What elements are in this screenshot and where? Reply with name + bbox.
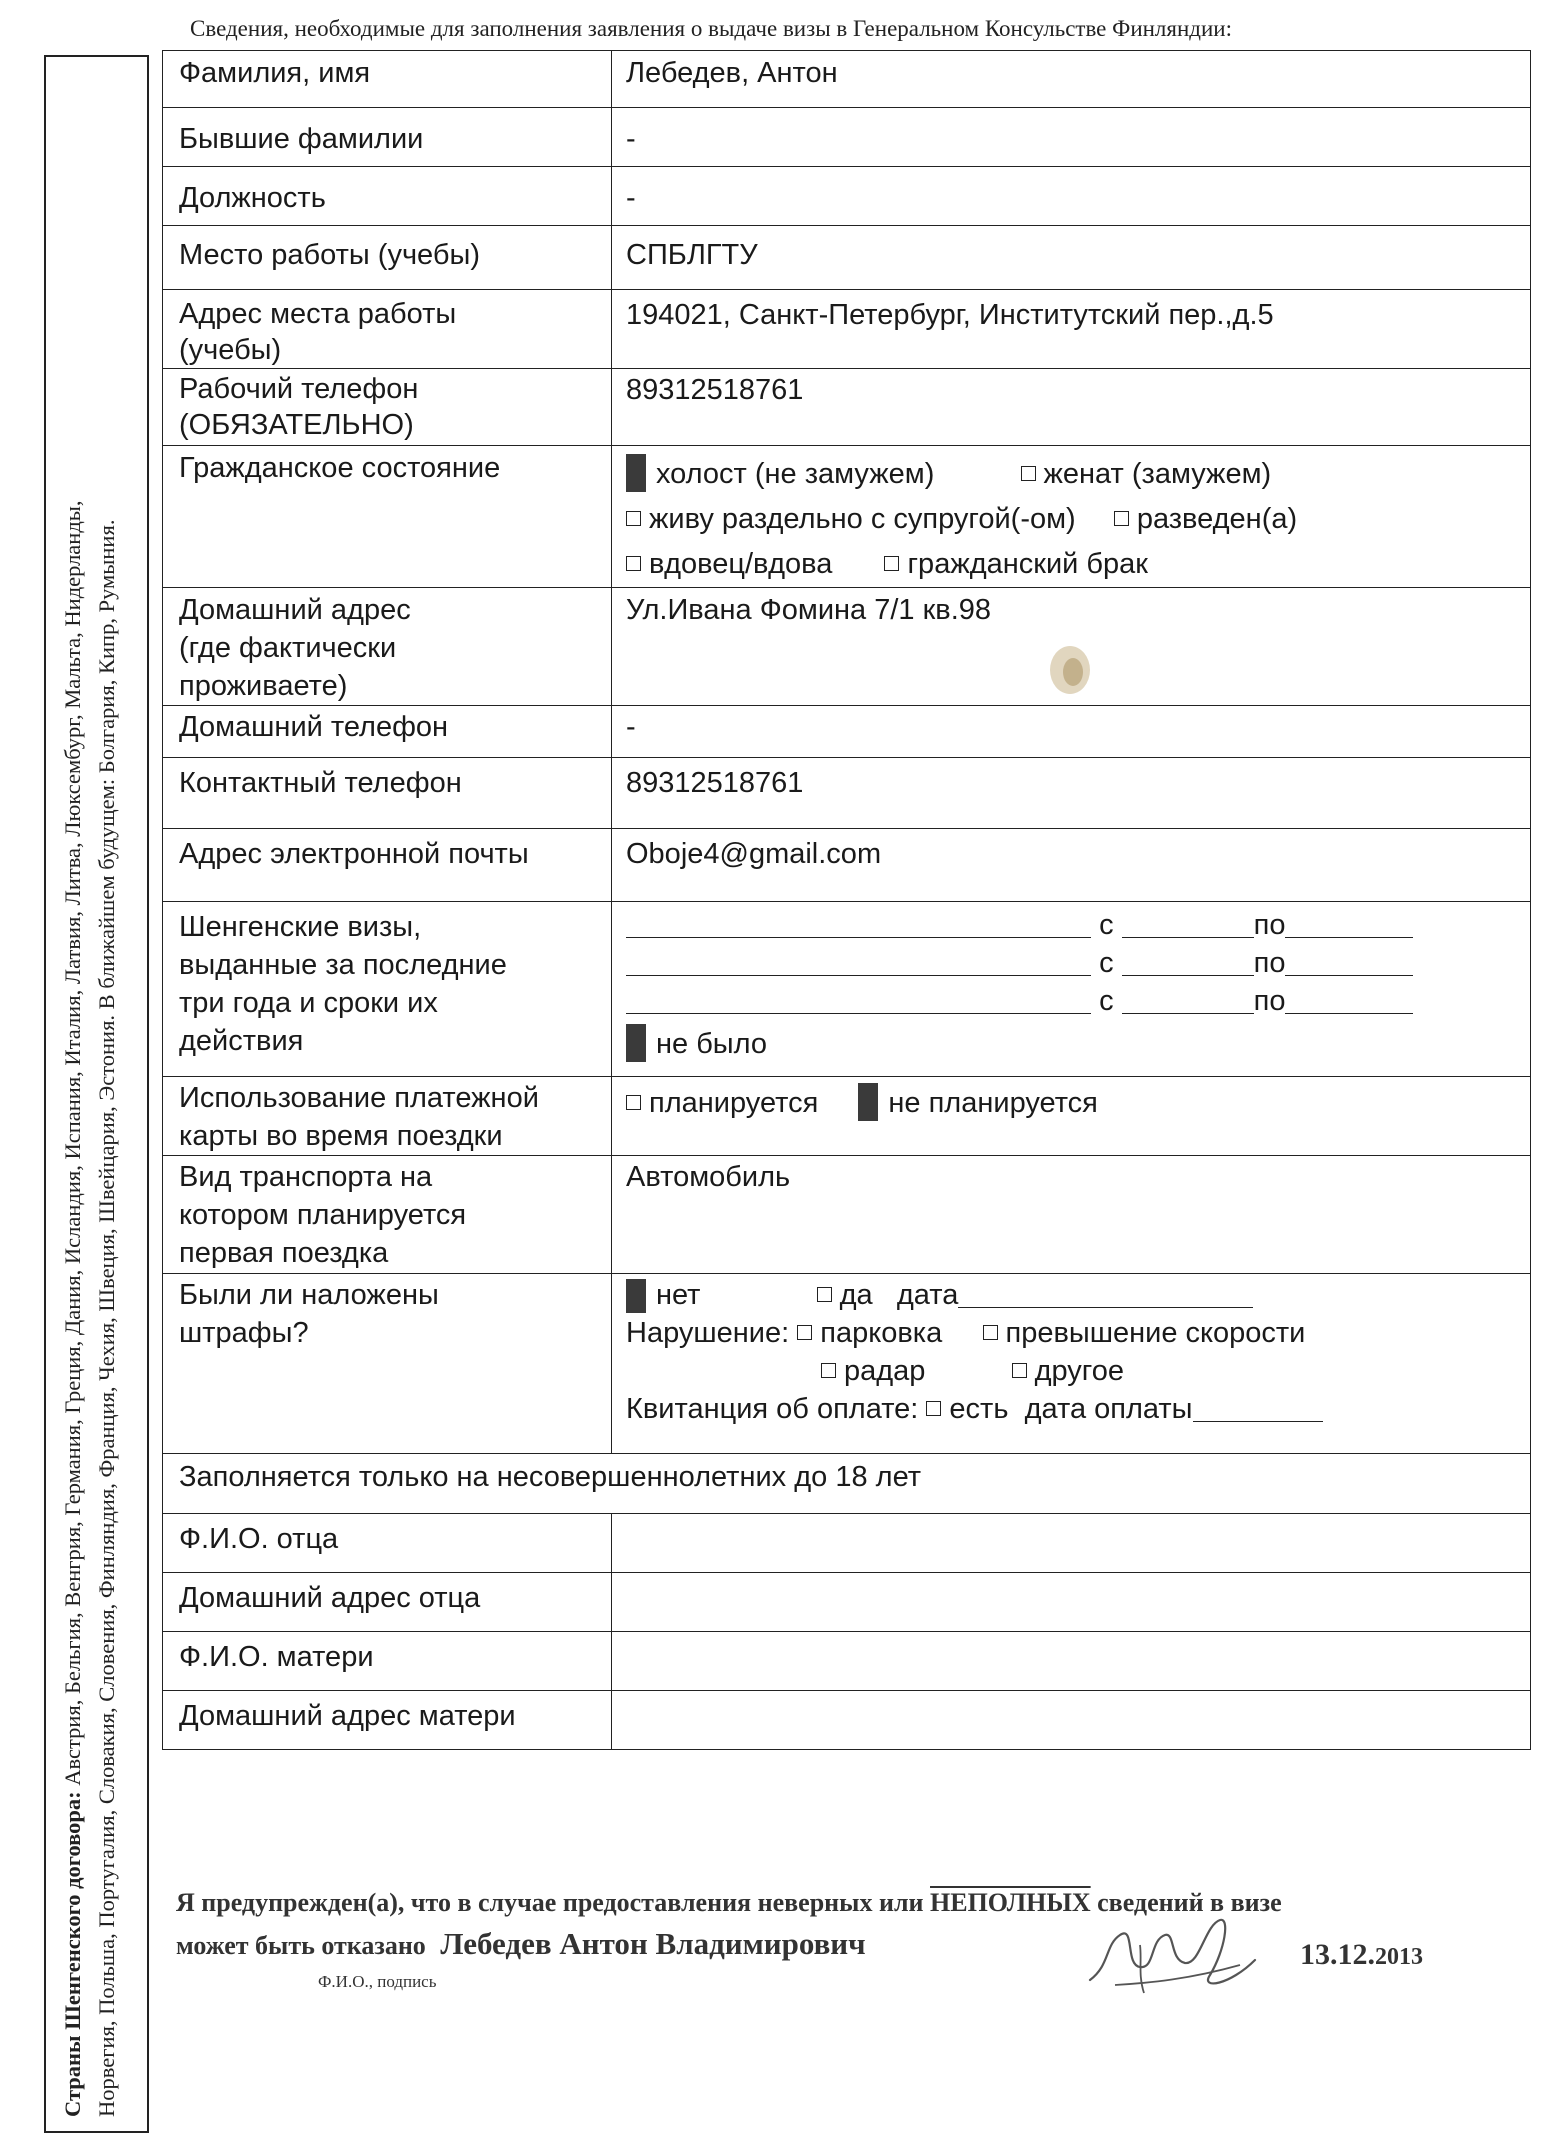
row-email bbox=[163, 829, 1531, 902]
value-position[interactable]: - bbox=[612, 167, 1531, 226]
fines-date-field[interactable] bbox=[958, 1279, 1253, 1308]
row-home-phone bbox=[163, 706, 1531, 758]
opt-single-label: холост (не замужем) bbox=[656, 458, 935, 490]
label-home-phone: Домашний телефон bbox=[163, 706, 612, 758]
violation-other-label: другое bbox=[1034, 1355, 1124, 1387]
handwritten-signature-icon bbox=[1080, 1905, 1280, 2015]
label-work-address-1: Адрес места работы bbox=[179, 298, 457, 330]
sidebar-line3: В ближайшем будущем: Болгария, Кипр, Румыния. bbox=[94, 519, 119, 1010]
visa-3-field[interactable] bbox=[626, 985, 1091, 1014]
fines-no-option[interactable] bbox=[626, 1279, 700, 1311]
visa-1-to-label: по bbox=[1253, 909, 1286, 941]
checkbox-icon bbox=[1114, 511, 1129, 526]
label-work-phone bbox=[163, 369, 612, 446]
checkbox-icon bbox=[821, 1363, 836, 1378]
row-father-address bbox=[163, 1573, 1531, 1632]
label-work-address-2: (учебы) bbox=[179, 334, 282, 366]
ink-smudge-icon bbox=[1040, 640, 1100, 700]
civil-status-separated[interactable] bbox=[626, 503, 1076, 535]
label-name: Фамилия, имя bbox=[163, 51, 612, 108]
warning-line1a: Я предупрежден(а), что в случае предоставления неверных или bbox=[176, 1888, 924, 1917]
receipt-has-option[interactable] bbox=[926, 1393, 1008, 1425]
label-fines-1: Были ли наложены bbox=[179, 1279, 439, 1311]
visa-1-field[interactable] bbox=[626, 909, 1091, 938]
label-transport-1: Вид транспорта на bbox=[179, 1161, 433, 1193]
fines-no-label: нет bbox=[656, 1279, 701, 1311]
checkbox-icon bbox=[626, 556, 641, 571]
row-mother-name bbox=[163, 1632, 1531, 1691]
signature-date-main: 13.12. bbox=[1300, 1938, 1375, 1971]
row-civil-status bbox=[163, 446, 1531, 588]
row-fines bbox=[163, 1274, 1531, 1454]
value-father-name[interactable] bbox=[612, 1514, 1531, 1573]
opt-married-label: женат (замужем) bbox=[1043, 458, 1272, 490]
row-work-address bbox=[163, 290, 1531, 369]
label-email: Адрес электронной почты bbox=[163, 829, 612, 902]
value-mother-name[interactable] bbox=[612, 1632, 1531, 1691]
civil-status-married[interactable] bbox=[1021, 458, 1272, 490]
civil-status-civil-marriage[interactable] bbox=[884, 548, 1148, 580]
visa-2-to-field[interactable] bbox=[1285, 947, 1413, 976]
fines-yes-label: да bbox=[839, 1279, 873, 1311]
violation-speeding-option[interactable] bbox=[983, 1317, 1306, 1349]
pay-date-field[interactable] bbox=[1193, 1393, 1323, 1422]
minors-note: Заполняется только на несовершеннолетних до 18 лет bbox=[163, 1454, 1531, 1514]
checkbox-icon bbox=[926, 1401, 941, 1416]
checkbox-icon bbox=[1021, 466, 1036, 481]
label-work-address bbox=[163, 290, 612, 369]
label-mother-name: Ф.И.О. матери bbox=[163, 1632, 612, 1691]
violation-parking-label: парковка bbox=[820, 1317, 943, 1349]
sidebar-title: Страны Шенгенского договора: bbox=[60, 1791, 85, 2117]
schengen-none-label: не было bbox=[656, 1028, 768, 1060]
label-position: Должность bbox=[163, 167, 612, 226]
value-workplace[interactable]: СПБЛГТУ bbox=[612, 226, 1531, 290]
checkbox-icon bbox=[983, 1325, 998, 1340]
card-not-planned-label: не планируется bbox=[888, 1087, 1098, 1119]
checkbox-icon bbox=[817, 1287, 832, 1302]
label-work-phone-1: Рабочий телефон bbox=[179, 373, 419, 405]
row-former-names bbox=[163, 108, 1531, 167]
label-schengen-2: выданные за последние bbox=[179, 949, 507, 981]
sidebar-text bbox=[50, 67, 150, 2127]
value-mother-address[interactable] bbox=[612, 1691, 1531, 1750]
card-not-planned-option[interactable] bbox=[858, 1087, 1097, 1119]
label-workplace: Место работы (учебы) bbox=[163, 226, 612, 290]
civil-status-divorced[interactable] bbox=[1114, 503, 1297, 535]
value-transport[interactable]: Автомобиль bbox=[612, 1156, 1531, 1274]
warning-line1c: сведений в визе bbox=[1097, 1888, 1282, 1917]
label-fines-2: штрафы? bbox=[179, 1317, 309, 1349]
checkbox-checked-icon bbox=[858, 1083, 878, 1121]
violation-radar-label: радар bbox=[844, 1355, 926, 1387]
row-mother-address bbox=[163, 1691, 1531, 1750]
fines-options bbox=[612, 1274, 1531, 1454]
label-mother-address: Домашний адрес матери bbox=[163, 1691, 612, 1750]
sidebar-line1: Австрия, Бельгия, Венгрия, Германия, Греция, Дания, Исландия, Испания, Италия, Латвия, Литва, Люксембург, Мальта, Нидерланды, bbox=[60, 500, 85, 1786]
label-schengen-3: три года и сроки их bbox=[179, 987, 438, 1019]
label-schengen bbox=[163, 902, 612, 1077]
row-contact-phone bbox=[163, 758, 1531, 829]
label-transport-2: котором планируется bbox=[179, 1199, 467, 1231]
value-name[interactable]: Лебедев, Антон bbox=[612, 51, 1531, 108]
value-home-phone[interactable]: - bbox=[612, 706, 1531, 758]
civil-status-widowed[interactable] bbox=[626, 548, 832, 580]
opt-civil-label: гражданский брак bbox=[907, 548, 1148, 580]
card-options bbox=[612, 1077, 1531, 1156]
label-schengen-4: действия bbox=[179, 1025, 304, 1057]
label-father-name: Ф.И.О. отца bbox=[163, 1514, 612, 1573]
visa-1-from-label: с bbox=[1099, 909, 1114, 941]
signer-full-name[interactable]: Лебедев Антон Владимирович bbox=[440, 1926, 866, 1961]
label-work-phone-2: (ОБЯЗАТЕЛЬНО) bbox=[179, 409, 414, 441]
violation-other-option[interactable] bbox=[1012, 1355, 1124, 1387]
opt-divorced-label: разведен(а) bbox=[1136, 503, 1298, 535]
row-father-name bbox=[163, 1514, 1531, 1573]
violation-parking-option[interactable] bbox=[797, 1317, 942, 1349]
visa-2-field[interactable] bbox=[626, 947, 1091, 976]
receipt-label: Квитанция об оплате: bbox=[626, 1393, 919, 1425]
visa-3-to-field[interactable] bbox=[1285, 985, 1413, 1014]
schengen-none-option[interactable] bbox=[626, 1024, 1518, 1063]
checkbox-icon bbox=[626, 511, 641, 526]
label-card-1: Использование платежной bbox=[179, 1082, 539, 1114]
checkbox-checked-icon bbox=[626, 1024, 646, 1062]
value-former-names[interactable]: - bbox=[612, 108, 1531, 167]
schengen-countries-sidebar bbox=[44, 55, 149, 2133]
row-transport bbox=[163, 1156, 1531, 1274]
row-home-address bbox=[163, 588, 1531, 706]
label-transport bbox=[163, 1156, 612, 1274]
checkbox-checked-icon bbox=[626, 1279, 646, 1313]
checkbox-checked-icon bbox=[626, 454, 646, 492]
label-fines bbox=[163, 1274, 612, 1454]
label-card bbox=[163, 1077, 612, 1156]
receipt-has-label: есть bbox=[949, 1393, 1009, 1425]
sidebar-line2: Норвегия, Польша, Португалия, Словакия, Словения, Финляндия, Франция, Чехия, Швеция, Швейцария, Эстония. bbox=[94, 1014, 119, 2117]
warning-line2: может быть отказано bbox=[176, 1931, 426, 1960]
warning-line1b: НЕПОЛНЫХ bbox=[930, 1888, 1091, 1917]
row-card bbox=[163, 1077, 1531, 1156]
card-planned-label: планируется bbox=[649, 1087, 819, 1119]
fines-yes-option[interactable] bbox=[817, 1279, 873, 1311]
row-work-phone bbox=[163, 369, 1531, 446]
label-former-names: Бывшие фамилии bbox=[163, 108, 612, 167]
opt-widowed-label: вдовец/вдова bbox=[649, 548, 833, 580]
value-work-phone[interactable]: 89312518761 bbox=[612, 369, 1531, 446]
row-name bbox=[163, 51, 1531, 108]
signature-date[interactable] bbox=[1300, 1938, 1423, 1972]
value-home-address[interactable]: Ул.Ивана Фомина 7/1 кв.98 bbox=[612, 588, 1531, 706]
value-work-address[interactable]: 194021, Санкт-Петербург, Институтский пер.,д.5 bbox=[612, 290, 1531, 369]
visa-3-from-field[interactable] bbox=[1122, 985, 1254, 1014]
fio-caption: Ф.И.О., подпись bbox=[318, 1972, 437, 1991]
row-minors-note bbox=[163, 1454, 1531, 1514]
label-home-address-1: Домашний адрес bbox=[179, 594, 411, 626]
row-position bbox=[163, 167, 1531, 226]
visa-1-from-field[interactable] bbox=[1122, 909, 1254, 938]
opt-separated-label: живу раздельно с супругой(-ом) bbox=[649, 503, 1076, 535]
label-contact-phone: Контактный телефон bbox=[163, 758, 612, 829]
row-workplace bbox=[163, 226, 1531, 290]
checkbox-icon bbox=[1012, 1363, 1027, 1378]
label-home-address-2: (где фактически bbox=[179, 632, 397, 664]
card-planned-option[interactable] bbox=[626, 1087, 818, 1119]
civil-status-single[interactable] bbox=[626, 458, 934, 490]
visa-3-to-label: по bbox=[1253, 985, 1286, 1017]
visa-2-from-field[interactable] bbox=[1122, 947, 1254, 976]
violation-radar-option[interactable] bbox=[821, 1355, 925, 1387]
form-header: Сведения, необходимые для заполнения заявления о выдаче визы в Генеральном Консульстве Финляндии: bbox=[190, 16, 1233, 41]
visa-info-form bbox=[162, 50, 1531, 1750]
label-home-address-3: проживаете) bbox=[179, 670, 348, 702]
visa-1-to-field[interactable] bbox=[1285, 909, 1413, 938]
pay-date-label: дата оплаты bbox=[1024, 1393, 1193, 1425]
violation-speeding-label: превышение скорости bbox=[1005, 1317, 1306, 1349]
label-home-address bbox=[163, 588, 612, 706]
signature-date-year: 2013 bbox=[1375, 1944, 1423, 1970]
row-schengen bbox=[163, 902, 1531, 1077]
civil-status-options bbox=[612, 446, 1531, 588]
label-schengen-1: Шенгенские визы, bbox=[179, 911, 422, 943]
visa-2-from-label: с bbox=[1099, 947, 1114, 979]
checkbox-icon bbox=[884, 556, 899, 571]
value-father-address[interactable] bbox=[612, 1573, 1531, 1632]
label-transport-3: первая поездка bbox=[179, 1237, 389, 1269]
checkbox-icon bbox=[626, 1095, 641, 1110]
schengen-visas bbox=[612, 902, 1531, 1077]
label-civil-status: Гражданское состояние bbox=[163, 446, 612, 588]
violation-label: Нарушение: bbox=[626, 1317, 790, 1349]
visa-2-to-label: по bbox=[1253, 947, 1286, 979]
label-father-address: Домашний адрес отца bbox=[163, 1573, 612, 1632]
fines-date-label: дата bbox=[896, 1279, 959, 1311]
visa-3-from-label: с bbox=[1099, 985, 1114, 1017]
value-contact-phone[interactable]: 89312518761 bbox=[612, 758, 1531, 829]
label-card-2: карты во время поездки bbox=[179, 1120, 503, 1152]
checkbox-icon bbox=[797, 1325, 812, 1340]
value-email[interactable]: Oboje4@gmail.com bbox=[612, 829, 1531, 902]
